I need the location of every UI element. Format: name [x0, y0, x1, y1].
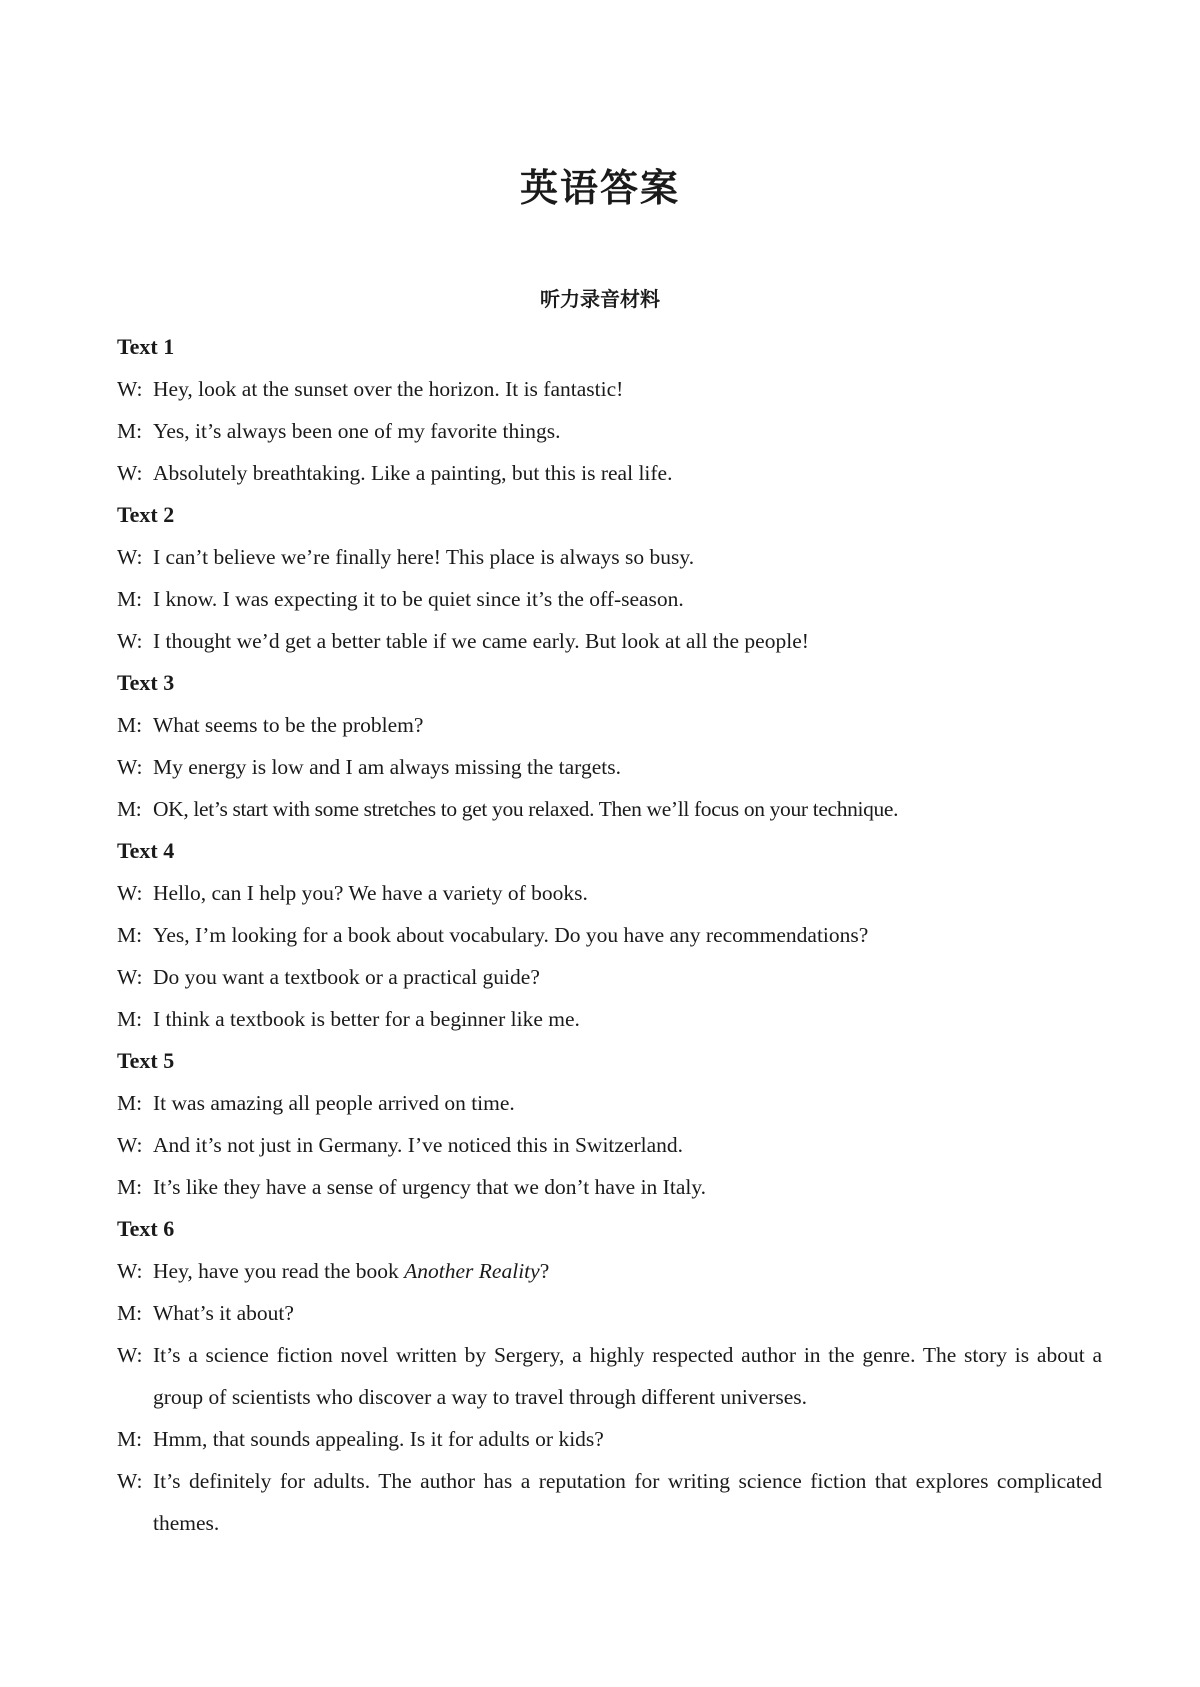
dialogue-text: I thought we’d get a better table if we came early. But look at all the people! [153, 629, 809, 653]
dialogue-line [117, 1166, 1102, 1208]
dialogue-text: It was amazing all people arrived on time. [153, 1091, 515, 1115]
dialogue-text: Do you want a textbook or a practical guide? [153, 965, 540, 989]
speaker-label: W: [117, 545, 143, 569]
dialogue-text: Hey, look at the sunset over the horizon. It is fantastic! [153, 377, 624, 401]
dialogue-line [117, 872, 1102, 914]
dialogue-line [117, 620, 1102, 662]
text-block-4 [117, 830, 1102, 1040]
dialogue-line [117, 1292, 1102, 1334]
speaker-label: M: [117, 797, 142, 821]
dialogue-line [117, 956, 1102, 998]
speaker-label: M: [117, 1091, 143, 1115]
dialogue-text: What seems to be the problem? [153, 713, 424, 737]
dialogue-text: Absolutely breathtaking. Like a painting, but this is real life. [153, 461, 673, 485]
dialogue-text: ? [539, 1259, 550, 1283]
dialogue-line [117, 1460, 1102, 1544]
speaker-label: W: [117, 755, 143, 779]
dialogue-text: It’s definitely for adults. The author has a reputation for writing science fiction that explores complicated themes. [153, 1469, 1102, 1535]
speaker-label: M: [117, 713, 143, 737]
dialogue-line [117, 998, 1102, 1040]
speaker-label: M: [117, 1301, 143, 1325]
dialogue-text: Hello, can I help you? We have a variety of books. [153, 881, 588, 905]
speaker-label: M: [117, 1427, 143, 1451]
dialogue-text: Hmm, that sounds appealing. Is it for adults or kids? [153, 1427, 604, 1451]
text-block-2 [117, 494, 1102, 662]
speaker-label: M: [117, 1175, 143, 1199]
dialogue-line [117, 578, 1102, 620]
dialogue-line [117, 452, 1102, 494]
dialogue-text: Yes, it’s always been one of my favorite things. [153, 419, 561, 443]
dialogue-text: It’s a science fiction novel written by Sergery, a highly respected author in the genre. The story is about a group of scientists who discover a way to travel through different universes. [153, 1343, 1102, 1409]
book-title: Another Reality [404, 1259, 540, 1283]
text-heading: Text 4 [117, 838, 175, 863]
speaker-label: W: [117, 1343, 143, 1367]
dialogue-line [117, 536, 1102, 578]
dialogue-text: OK, let’s start with some stretches to get you relaxed. Then we’ll focus on your technique. [153, 797, 899, 821]
text-block-3 [117, 662, 1102, 830]
dialogue-text: I think a textbook is better for a beginner like me. [153, 1007, 580, 1031]
speaker-label: W: [117, 629, 143, 653]
text-heading: Text 6 [117, 1216, 175, 1241]
dialogue-line [117, 1334, 1102, 1418]
dialogue-line [117, 368, 1102, 410]
text-heading: Text 1 [117, 334, 175, 359]
dialogue-text: I know. I was expecting it to be quiet since it’s the off-season. [153, 587, 684, 611]
speaker-label: W: [117, 965, 143, 989]
dialogue-line [117, 1250, 1102, 1292]
section-title: 听力录音材料 [540, 287, 660, 311]
text-heading: Text 3 [117, 670, 175, 695]
dialogue-line [117, 410, 1102, 452]
dialogue-text: Yes, I’m looking for a book about vocabulary. Do you have any recommendations? [153, 923, 869, 947]
dialogue-text: I can’t believe we’re finally here! This place is always so busy. [153, 545, 695, 569]
listening-transcript [117, 326, 1102, 1544]
dialogue-line [117, 1082, 1102, 1124]
dialogue-line [117, 704, 1102, 746]
dialogue-line [117, 746, 1102, 788]
text-block-6 [117, 1208, 1102, 1544]
dialogue-line [117, 1418, 1102, 1460]
speaker-label: W: [117, 1133, 143, 1157]
speaker-label: M: [117, 923, 143, 947]
page-title: 英语答案 [519, 166, 680, 210]
speaker-label: W: [117, 881, 143, 905]
text-block-5 [117, 1040, 1102, 1208]
speaker-label: W: [117, 1469, 143, 1493]
dialogue-text: What’s it about? [153, 1301, 294, 1325]
dialogue-text: Hey, have you read the book [153, 1259, 405, 1283]
dialogue-line [117, 1124, 1102, 1166]
dialogue-text: And it’s not just in Germany. I’ve noticed this in Switzerland. [153, 1133, 684, 1157]
dialogue-line [117, 788, 1102, 830]
dialogue-text: It’s like they have a sense of urgency that we don’t have in Italy. [153, 1175, 707, 1199]
text-heading: Text 5 [117, 1048, 175, 1073]
text-block-1 [117, 326, 1102, 494]
speaker-label: M: [117, 1007, 143, 1031]
text-heading: Text 2 [117, 502, 175, 527]
dialogue-text: My energy is low and I am always missing the targets. [153, 755, 621, 779]
speaker-label: M: [117, 587, 143, 611]
speaker-label: W: [117, 1259, 143, 1283]
dialogue-line [117, 914, 1102, 956]
speaker-label: M: [117, 419, 143, 443]
speaker-label: W: [117, 377, 143, 401]
speaker-label: W: [117, 461, 143, 485]
